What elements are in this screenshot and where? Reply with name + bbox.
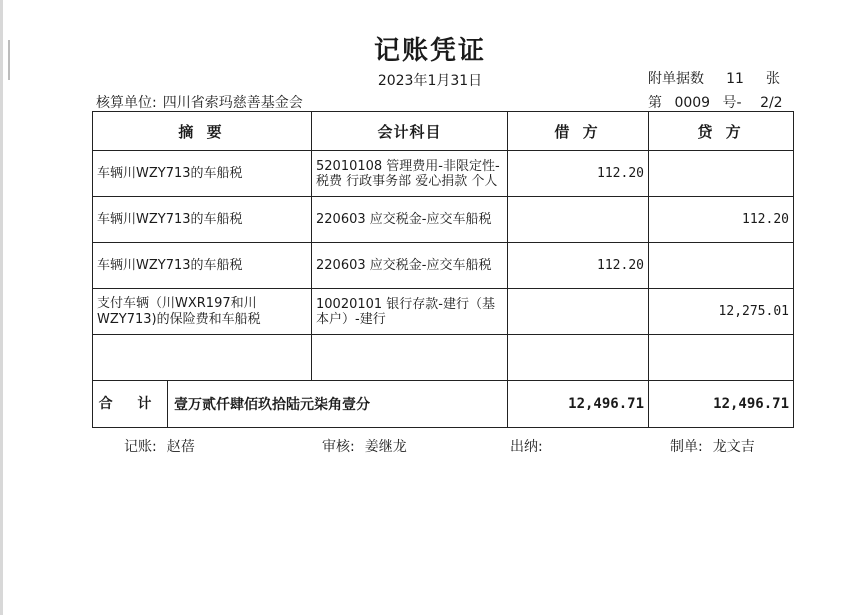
row-account: 220603 应交税金-应交车船税	[312, 197, 508, 243]
cashier	[510, 436, 553, 456]
total-label: 合 计	[93, 381, 168, 427]
preparer-label: 制单:	[670, 439, 703, 455]
voucher-no-value: 0009	[674, 95, 711, 111]
attachment-number: 11	[726, 71, 744, 87]
table-row	[93, 243, 794, 289]
row-summary: 支付车辆（川WXR197和川WZY713)的保险费和车船税	[93, 289, 312, 335]
header-debit: 借 方	[508, 112, 649, 151]
table-row	[93, 197, 794, 243]
table-row	[93, 151, 794, 197]
row-debit: 112.20	[508, 151, 649, 197]
voucher-date: 2023年1月31日	[377, 73, 483, 89]
row-credit	[649, 151, 794, 197]
voucher-title: 记账凭证	[373, 36, 486, 66]
row-debit	[508, 289, 649, 335]
row-debit	[508, 197, 649, 243]
preparer	[670, 436, 755, 456]
accounting-unit-value: 四川省索玛慈善基金会	[162, 95, 303, 111]
table-row	[93, 289, 794, 335]
bookkeeper-name: 赵蓓	[166, 439, 195, 455]
total-amount-words: 壹万贰仟肆佰玖拾陆元柒角壹分	[174, 397, 370, 413]
accounting-unit	[96, 92, 303, 112]
row-credit	[649, 335, 794, 381]
row-credit: 112.20	[649, 197, 794, 243]
row-account: 220603 应交税金-应交车船税	[312, 243, 508, 289]
row-debit: 112.20	[508, 243, 649, 289]
reviewer	[322, 436, 407, 456]
voucher-number	[648, 92, 783, 112]
row-credit	[649, 243, 794, 289]
total-debit: 12,496.71	[508, 381, 649, 428]
row-credit: 12,275.01	[649, 289, 794, 335]
scan-edge	[0, 0, 3, 615]
row-debit	[508, 335, 649, 381]
voucher-no-prefix: 第	[648, 95, 662, 111]
preparer-name: 龙文吉	[712, 439, 755, 455]
total-row	[93, 381, 794, 428]
cashier-label: 出纳:	[510, 439, 543, 455]
row-account: 10020101 银行存款-建行（基本户）-建行	[312, 289, 508, 335]
total-credit: 12,496.71	[649, 381, 794, 428]
table-row-empty	[93, 335, 794, 381]
row-summary: 车辆川WZY713的车船税	[93, 197, 312, 243]
attachment-label: 附单据数	[648, 71, 704, 87]
header-credit: 贷 方	[649, 112, 794, 151]
reviewer-name: 姜继龙	[364, 439, 407, 455]
row-summary: 车辆川WZY713的车船税	[93, 243, 312, 289]
accounting-unit-label: 核算单位:	[96, 95, 157, 111]
header-account: 会计科目	[312, 112, 508, 151]
total-cell	[93, 381, 508, 428]
row-summary	[93, 335, 312, 381]
voucher-no-suffix: 号-	[722, 95, 742, 111]
voucher-table	[92, 111, 794, 428]
header-summary: 摘 要	[93, 112, 312, 151]
reviewer-label: 审核:	[322, 439, 355, 455]
voucher-page: 2/2	[760, 95, 783, 111]
row-account: 52010108 管理费用-非限定性-税费 行政事务部 爱心捐款 个人	[312, 151, 508, 197]
attachment-count	[648, 68, 780, 88]
table-header	[93, 112, 794, 151]
bookkeeper-label: 记账:	[124, 439, 157, 455]
bookkeeper	[124, 436, 195, 456]
row-account	[312, 335, 508, 381]
row-summary: 车辆川WZY713的车船税	[93, 151, 312, 197]
attachment-unit: 张	[766, 71, 780, 87]
